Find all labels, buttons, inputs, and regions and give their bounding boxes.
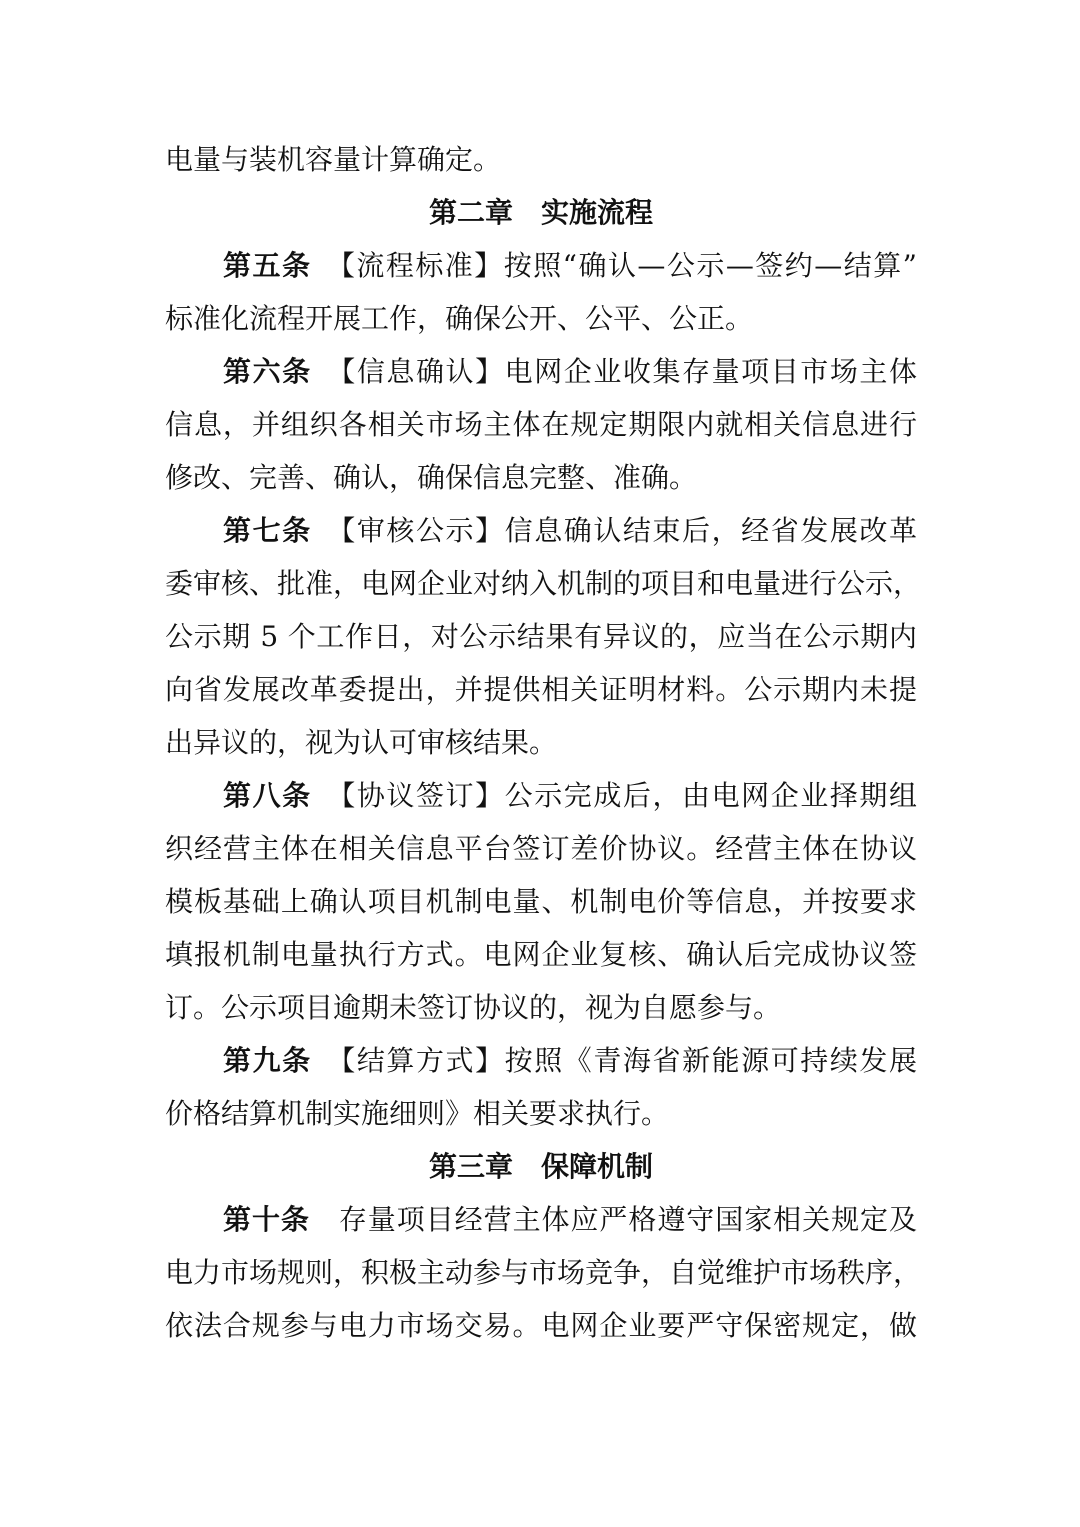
article-nine-line [165, 1034, 917, 1087]
paragraph-line: 价格结算机制实施细则》相关要求执行。 [165, 1097, 670, 1130]
paragraph-line: 出异议的，视为认可审核结果。 [165, 726, 558, 759]
article-text: 【结算方式】按照《青海省新能源可持续发展 [341, 1044, 917, 1077]
article-text: 【审核公示】信息确认结束后，经省发展改革 [341, 514, 917, 547]
paragraph-line: 电力市场规则，积极主动参与市场竞争，自觉维护市场秩序， [165, 1256, 922, 1289]
paragraph-line: 电量与装机容量计算确定。 [165, 143, 502, 176]
article-text: 【信息确认】电网企业收集存量项目市场主体 [341, 355, 917, 388]
paragraph-line: 模板基础上确认项目机制电量、机制电价等信息，并按要求 [165, 885, 917, 918]
article-text: 【流程标准】按照“确认—公示—签约—结算” [340, 249, 917, 282]
article-label: 第九条 [223, 1044, 312, 1077]
paragraph-line: 依法合规参与电力市场交易。电网企业要严守保密规定，做 [165, 1309, 917, 1342]
article-text: 存量项目经营主体应严格遵守国家相关规定及 [338, 1203, 917, 1236]
paragraph-line: 向省发展改革委提出，并提供相关证明材料。公示期内未提 [165, 673, 917, 706]
chapter-heading-three: 第三章 保障机制 [428, 1150, 653, 1183]
article-label: 第五条 [223, 249, 312, 282]
article-label: 第七条 [223, 514, 312, 547]
article-six-line [165, 345, 917, 398]
paragraph-line: 信息，并组织各相关市场主体在规定期限内就相关信息进行 [165, 408, 917, 441]
article-label: 第十条 [223, 1203, 310, 1236]
paragraph-line: 修改、完善、确认，确保信息完整、准确。 [165, 461, 698, 494]
paragraph-line: 织经营主体在相关信息平台签订差价协议。经营主体在协议 [165, 832, 917, 865]
article-five-line [165, 239, 917, 292]
paragraph-line: 填报机制电量执行方式。电网企业复核、确认后完成协议签 [165, 938, 917, 971]
paragraph-line: 订。公示项目逾期未签订协议的，视为自愿参与。 [165, 991, 782, 1024]
paragraph-line: 标准化流程开展工作，确保公开、公平、公正。 [165, 302, 754, 335]
article-label: 第六条 [223, 355, 312, 388]
article-ten-line [165, 1193, 917, 1246]
document-body [165, 133, 922, 1352]
paragraph-line: 委审核、批准，电网企业对纳入机制的项目和电量进行公示， [165, 567, 922, 600]
chapter-heading-two: 第二章 实施流程 [428, 196, 653, 229]
article-eight-line [165, 769, 917, 822]
paragraph-line: 公示期 5 个工作日，对公示结果有异议的，应当在公示期内 [165, 620, 917, 653]
article-seven-line [165, 504, 917, 557]
article-text: 【协议签订】公示完成后，由电网企业择期组 [341, 779, 917, 812]
article-label: 第八条 [223, 779, 312, 812]
